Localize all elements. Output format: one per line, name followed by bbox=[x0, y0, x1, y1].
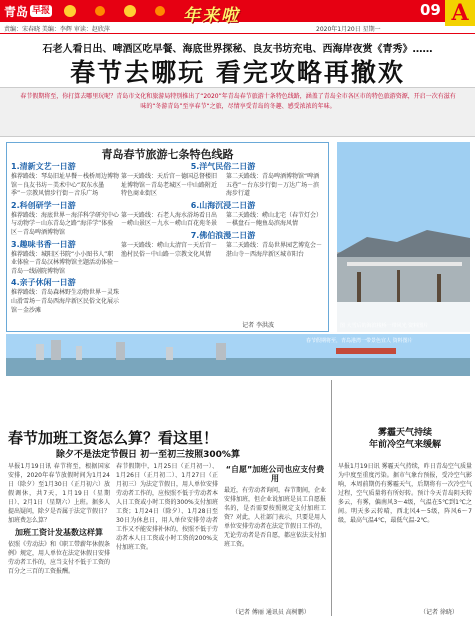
route-body-day1: 第一天路线：崂山太清宫－天后宫－渔村民俗－中山路－宗教文化风情 bbox=[121, 241, 218, 258]
logo-text: 青岛 bbox=[4, 4, 29, 19]
harbor-snow-photo bbox=[337, 142, 470, 332]
lantern-decoration-icon bbox=[60, 2, 180, 20]
route-body: 推荐路线：琴岛旧址早餐－栈桥周边博物馆－良友书坊－美术中心“双东水墨季”－宗教风情步行街－音乐广场 bbox=[11, 173, 120, 198]
story-paragraph: 早报1月19日讯 春节将至，根据国家安排，2020年春节放假时间为1月24日（除夕）至1月30日（正月初六）放假调休，共7天，1月19日（星期日）、2月1日（星期六）上班。据多人提出疑问，除夕是否属于法定节假日？加班费怎么算？ bbox=[8, 463, 111, 524]
story-paragraph: 最近，有劳动者询问，春节期间，企业安排加班，但企业说加班是员工自愿报名的，是否需要按照规定支付加班工资？对此，人社部门表示，只要是用人单位安排劳动者在法定节假日工作的，无论劳动者是否自愿，都应依法支付加班工资。 bbox=[224, 487, 327, 548]
route-body-day2: 第二天路线：青岛啤酒博物馆“啤酒五巷”－台东步行街－万达广场－滨海步行道 bbox=[226, 173, 320, 198]
story-subheading: 加班工资计发基数这样算 bbox=[15, 528, 103, 537]
travel-guide-box bbox=[6, 142, 329, 332]
side-story-headline: 雾霾天气持续 bbox=[377, 428, 432, 438]
harbor-scene-illustration bbox=[337, 142, 470, 332]
column-divider bbox=[331, 380, 332, 616]
story-headline: 春节加班工资怎么算？看这里！ bbox=[8, 429, 219, 447]
route-title: 2.科创研学一日游 bbox=[11, 200, 76, 210]
section-letter: A bbox=[445, 0, 475, 26]
masthead-rule bbox=[0, 33, 475, 34]
route-title: 1.清新文艺一日游 bbox=[11, 162, 76, 171]
guide-columns-2-3 bbox=[121, 160, 325, 259]
guide-reporter: 记者 李洪波 bbox=[242, 322, 274, 329]
route-body-day1: 第一天路线：天后宫－德国总督楼旧址博物馆－青岛老城区－中山路附近特色商业街区 bbox=[121, 173, 218, 198]
route-body-day2: 第二天路线：崂山北宅（春节灯会）－棋盘石－鲍鱼岛滨海风情 bbox=[226, 211, 323, 228]
route-body: 推荐路线：城阳区书院“小小图书人”职业体验－青岛汉林博物馆主题活动体验－青岛一线剧院博物馆 bbox=[11, 250, 120, 275]
editor-credit: 责编：宋春晓 美编：李辉 审读：赵欣萍 bbox=[4, 26, 110, 33]
newspaper-logo bbox=[4, 3, 52, 19]
lead-kicker: 石老人看日出、啤酒区吃早餐、海底世界探秘、良友书坊充电、西海岸夜赏《青秀》…… bbox=[42, 44, 433, 55]
masthead bbox=[0, 0, 475, 34]
guide-column-1 bbox=[11, 160, 119, 315]
lead-headline: 春节去哪玩 看完攻略再撤欢 bbox=[70, 58, 405, 87]
photo-caption: 图 大雪后的海滨栈桥一带风光 资料图片 bbox=[340, 323, 429, 329]
route-title: 6.山海沉浸二日游 bbox=[190, 200, 256, 210]
issue-date: 2020年1月20日 星期一 bbox=[316, 26, 381, 33]
story-reporter: （记者 傅丽 通讯员 高树鹏） bbox=[232, 609, 310, 616]
story-column-1 bbox=[8, 462, 110, 576]
side-story-reporter: （记者 徐晓） bbox=[420, 609, 458, 616]
route-title: 4.亲子休闲一日游 bbox=[11, 278, 76, 288]
route-body: 推荐路线：青岛森林野生动物世界－灵珠山滑雪场－青岛西海岸新区民俗文化展示馆－金沙滩 bbox=[11, 289, 120, 314]
story-subheading: “自愿”加班公司也应支付费用 bbox=[225, 465, 325, 483]
story-paragraph: 依照《劳动法》和《职工带薪年休假条例》规定，用人单位在法定休假日安排劳动者工作的，应当支付不低于工资的百分之三百的工资报酬。 bbox=[8, 541, 111, 575]
route-title: 3.趣味书香一日游 bbox=[11, 239, 76, 249]
side-story-subhead: 年前冷空气来缓解 bbox=[368, 440, 441, 450]
route-body-day1: 第一天路线：石老人海水浴场看日出－崂山景区－九水－崂山百花苑冬景 bbox=[121, 211, 218, 228]
story-subhead: 除夕不是法定节假日 初一至初三按照300%算 bbox=[56, 450, 240, 460]
logo-badge: 早报 bbox=[32, 6, 51, 16]
side-story-body: 早报1月19日讯 雾霾天气持续，昨日青岛空气质量为中度至重度污染。据市气象台预报，受冷空气影响，本周前期仍有雾霾天气，后期将有一次冷空气过程，空气质量将有所好转。预计今天青岛阴天转多云，有雾，偏南风3～4级，气温在5℃到1℃之间。明天多云转晴，西北风4～5级，阵风6～7级，最高气温4℃，最低气温-2℃。 bbox=[338, 463, 472, 524]
photo-caption: 春节假期将至，青岛港湾一带景色宜人 资料图片 bbox=[306, 338, 413, 344]
page-banner: 年来啦 bbox=[183, 6, 240, 26]
coastline-photo bbox=[6, 334, 470, 376]
route-title: 7.佛伯浪漫二日游 bbox=[190, 230, 256, 240]
page-number: 09 bbox=[420, 1, 441, 19]
lead-summary-text: 春节假期将至，你打算去哪里玩呢？青岛市文化和旅游局特别推出了“2020”年青岛春节旅游十条特色线路，涵盖了青岛全市各区市的特色旅游资源，开启一次有滋有味的“冬游青岛”至享春节“之旅，尽情享受青岛的冬趣、感受浓浓的年味。 bbox=[20, 93, 456, 110]
route-title: 5.洋气民俗二日游 bbox=[190, 162, 256, 171]
route-body-day2: 第二天路线：青岛世界园艺博览会－湛山寺－西海岸新区城市阳台 bbox=[226, 241, 323, 258]
story-column-2 bbox=[116, 462, 218, 552]
guide-title: 青岛春节旅游七条特色线路 bbox=[101, 148, 234, 161]
story-paragraph: 春节假期中，1月25日（正月初一）、1月26日（正月初二）、1月27日（正月初三）为法定节假日，用人单位安排劳动者工作的，应按照不低于劳动者本人日工资或小时工资的300%支付加班工资；1月24日（除夕）、1月28日至30日为休息日，用人单位安排劳动者工作又不能安排补休的，按照不低于劳动者本人日工资或小时工资的200%支付加班工资。 bbox=[116, 463, 219, 551]
route-body: 推荐路线：海底世界－海洋科学研究中心与动物学－山东青岛之路“海洋学”体验区－青岛啤酒博物馆 bbox=[11, 211, 120, 236]
story-column-3 bbox=[224, 462, 326, 549]
